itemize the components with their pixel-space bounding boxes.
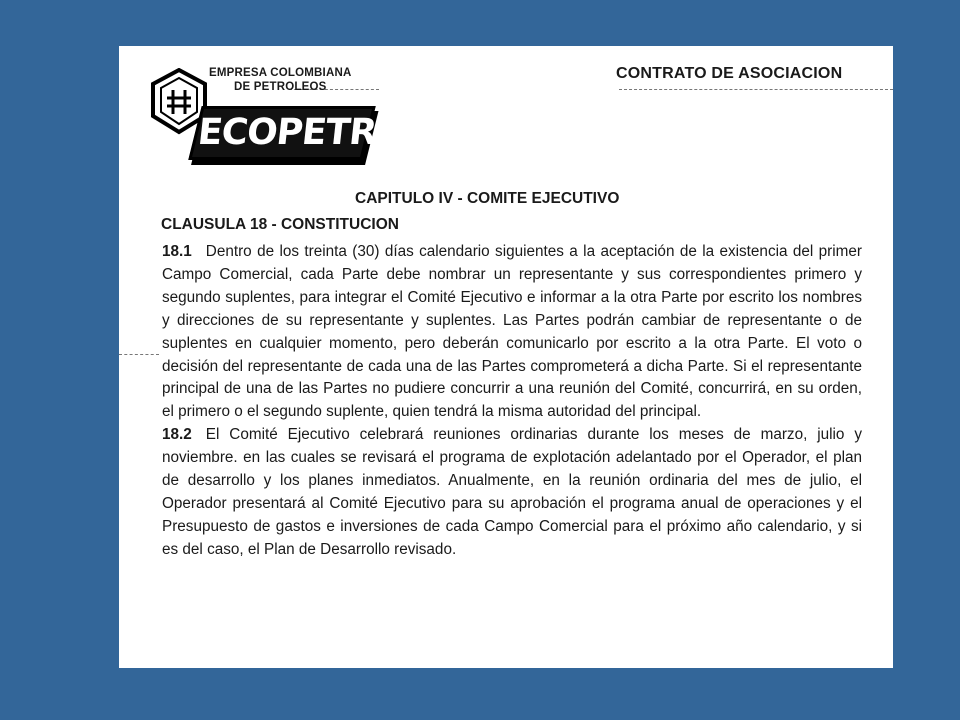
scanned-document-page — [119, 46, 893, 668]
section-text: Dentro de los treinta (30) días calendario siguientes a la aceptación de la existencia del primer Campo Comercial, cada Parte debe nombrar un representante y sus correspondientes primero y segundo suplentes, para integrar el Comité Ejecutivo e informar a la otra Parte por escrito los nombres y direcciones de su representante y suplentes. Las Partes podrán cambiar de representante o de suplentes en cualquier momento, pero deberán comunicarlo por escrito a la otra Parte. El voto o decisión del representante de cada una de las Partes comprometerá a dicha Parte. Si el representante principal de una de las Partes no pudiere concurrir a una reunión del Comité, concurrirá, en su orden, el primero o el segundo suplente, quien tendrá la misma autoridad del principal. — [162, 243, 862, 421]
clause-title: CLAUSULA 18 - CONSTITUCION — [161, 216, 399, 233]
ecopetrol-logo — [188, 106, 430, 160]
org-name-line-2: DE PETROLEOS — [233, 81, 327, 93]
section-18-1 — [162, 241, 862, 424]
section-18-2 — [162, 424, 862, 561]
organization-name — [209, 66, 351, 94]
scan-artifact-line — [619, 89, 893, 90]
scan-artifact-line — [119, 354, 159, 355]
logo-wordmark: ECOPETROL — [195, 112, 430, 153]
section-number: 18.2 — [162, 426, 192, 444]
section-text: El Comité Ejecutivo celebrará reuniones ordinarias durante los meses de marzo, julio y noviembre. en las cuales se revisará el programa de explotación adelantado por el Operador, el plan de desarrollo y los planes inmediatos. Anualmente, en la reunión ordinaria del mes de julio, el Operador presentará al Comité Ejecutivo para su aprobación el programa anual de operaciones y el Presupuesto de gastos e inversiones de cada Campo Comercial para el próximo año calendario, y si es del caso, el Plan de Desarrollo revisado. — [162, 426, 862, 558]
chapter-title: CAPITULO IV - COMITE EJECUTIVO — [355, 190, 620, 207]
org-name-line-1: EMPRESA COLOMBIANA — [209, 67, 352, 79]
document-body — [162, 241, 862, 562]
contract-title: CONTRATO DE ASOCIACION — [616, 65, 843, 82]
section-number: 18.1 — [162, 243, 192, 260]
